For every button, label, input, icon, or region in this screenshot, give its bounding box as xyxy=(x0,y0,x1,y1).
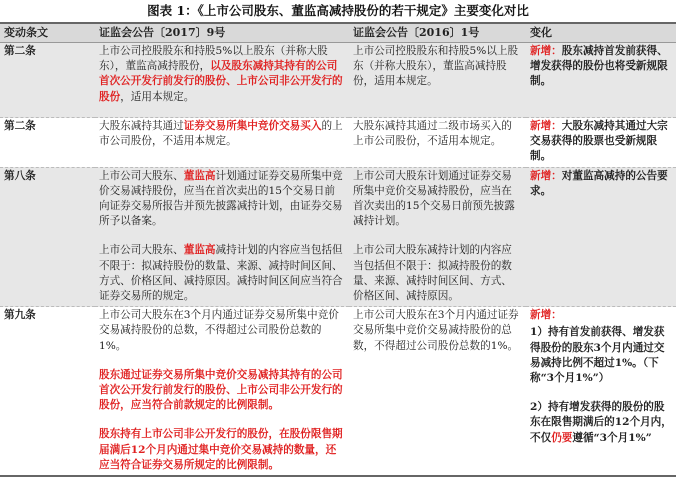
new-rule-cell: 上市公司控股股东和持股5%以上股东（并称大股东），董监高减持股份，以及股东减持其持有的公司首次公开发行前发行的股份、上市公司非公开发行的股份，适用本规定。 xyxy=(95,43,349,118)
new-rule-highlight: 股东通过证券交易所集中竞价交易减持其持有的公司首次公开发行前发行的股份、上市公司非公开发行的股份，应当符合前款规定的比例限制。 xyxy=(99,368,343,412)
table-row xyxy=(0,307,676,476)
header-change: 变化 xyxy=(526,23,676,43)
clause-cell: 第二条 xyxy=(0,118,95,168)
new-rule-highlight: 以及股东减持其持有的公司首次公开发行前发行的股份、上市公司非公开发行的股份 xyxy=(99,60,343,103)
change-highlight: 仍要 xyxy=(551,431,573,444)
change-cell: 新增： 1）持有首发前获得、增发获得股份的股东3个月内通过交易减持比例不超过1%。（下称“3个月1%”） 2）持有增发获得的股份的股东在限售期满后的12个月内，不仅仍要遵循“3个月1%” xyxy=(526,307,676,476)
new-rule-highlight: 董监高 xyxy=(183,169,216,182)
header-2016: 证监会公告〔2016〕1号 xyxy=(349,23,526,43)
old-rule-cell: 上市公司大股东在3个月内通过证券交易所集中竞价交易减持股份的总数，不得超过公司股份总数的1%。 xyxy=(349,307,526,476)
old-rule-cell: 上市公司大股东计划通过证券交易所集中竞价交易减持股份，应当在首次卖出的15个交易日前预先披露减持计划。 上市公司大股东减持计划的内容应当包括但不限于：拟减持股份的数量、来源、减持时间区间、方式、价格区间、减持原因。 xyxy=(349,167,526,307)
new-tag: 新增： xyxy=(530,120,562,132)
table-row xyxy=(0,167,676,307)
clause-cell: 第八条 xyxy=(0,167,95,307)
new-rule-cell: 上市公司大股东、董监高计划通过证券交易所集中竞价交易减持股份，应当在首次卖出的15个交易日前向证券交易所报告并预先披露减持计划，由证券交易所予以备案。 上市公司大股东、董监高减持计划的内容应当包括但不限于：拟减持股份的数量、来源、减持时间区间、方式、价格区间、减持原因。减持时间区间应当符合证券交易所的规定。 xyxy=(95,167,349,307)
header-clause: 变动条文 xyxy=(0,23,95,43)
comparison-table xyxy=(0,22,676,477)
change-cell: 新增：大股东减持其通过大宗交易获得的股票也受新规限制。 xyxy=(526,118,676,168)
table-row xyxy=(0,118,676,168)
new-tag: 新增： xyxy=(530,309,562,322)
new-tag: 新增： xyxy=(530,169,562,182)
header-row xyxy=(0,23,676,43)
change-cell: 新增：对董监高减持的公告要求。 xyxy=(526,167,676,307)
old-rule-cell: 上市公司控股股东和持股5%以上股东（并称大股东），董监高减持股份，适用本规定。 xyxy=(349,43,526,118)
clause-cell: 第二条 xyxy=(0,43,95,118)
new-rule-cell: 上市公司大股东在3个月内通过证券交易所集中竞价交易减持股份的总数，不得超过公司股份总数的1%。 股东通过证券交易所集中竞价交易减持其持有的公司首次公开发行前发行的股份、上市公司非公开发行的股份，应当符合前款规定的比例限制。 股东持有上市公司非公开发行的股份，在股份限售期届满后12个月内通过集中竞价交易减持的数量，还应当符合证券交易所规定的比例限制。 xyxy=(95,307,349,476)
new-tag: 新增： xyxy=(530,45,562,57)
new-rule-cell: 大股东减持其通过证券交易所集中竞价交易买入的上市公司股份，不适用本规定。 xyxy=(95,118,349,168)
table-row xyxy=(0,43,676,118)
new-rule-highlight: 董监高 xyxy=(183,244,216,257)
new-rule-highlight: 股东持有上市公司非公开发行的股份，在股份限售期届满后12个月内通过集中竞价交易减持的数量，还应当符合证券交易所规定的比例限制。 xyxy=(99,428,343,471)
header-2017: 证监会公告〔2017〕9号 xyxy=(95,23,349,43)
table-title: 图表 1：《上市公司股东、董监高减持股份的若干规定》主要变化对比 xyxy=(147,3,529,18)
clause-cell: 第九条 xyxy=(0,307,95,476)
old-rule-cell: 大股东减持其通过二级市场买入的上市公司股份，不适用本规定。 xyxy=(349,118,526,168)
new-rule-highlight: 证券交易所集中竞价交易买入 xyxy=(183,120,322,132)
change-cell: 新增：股东减持首发前获得、增发获得的股份也将受新规限制。 xyxy=(526,43,676,118)
